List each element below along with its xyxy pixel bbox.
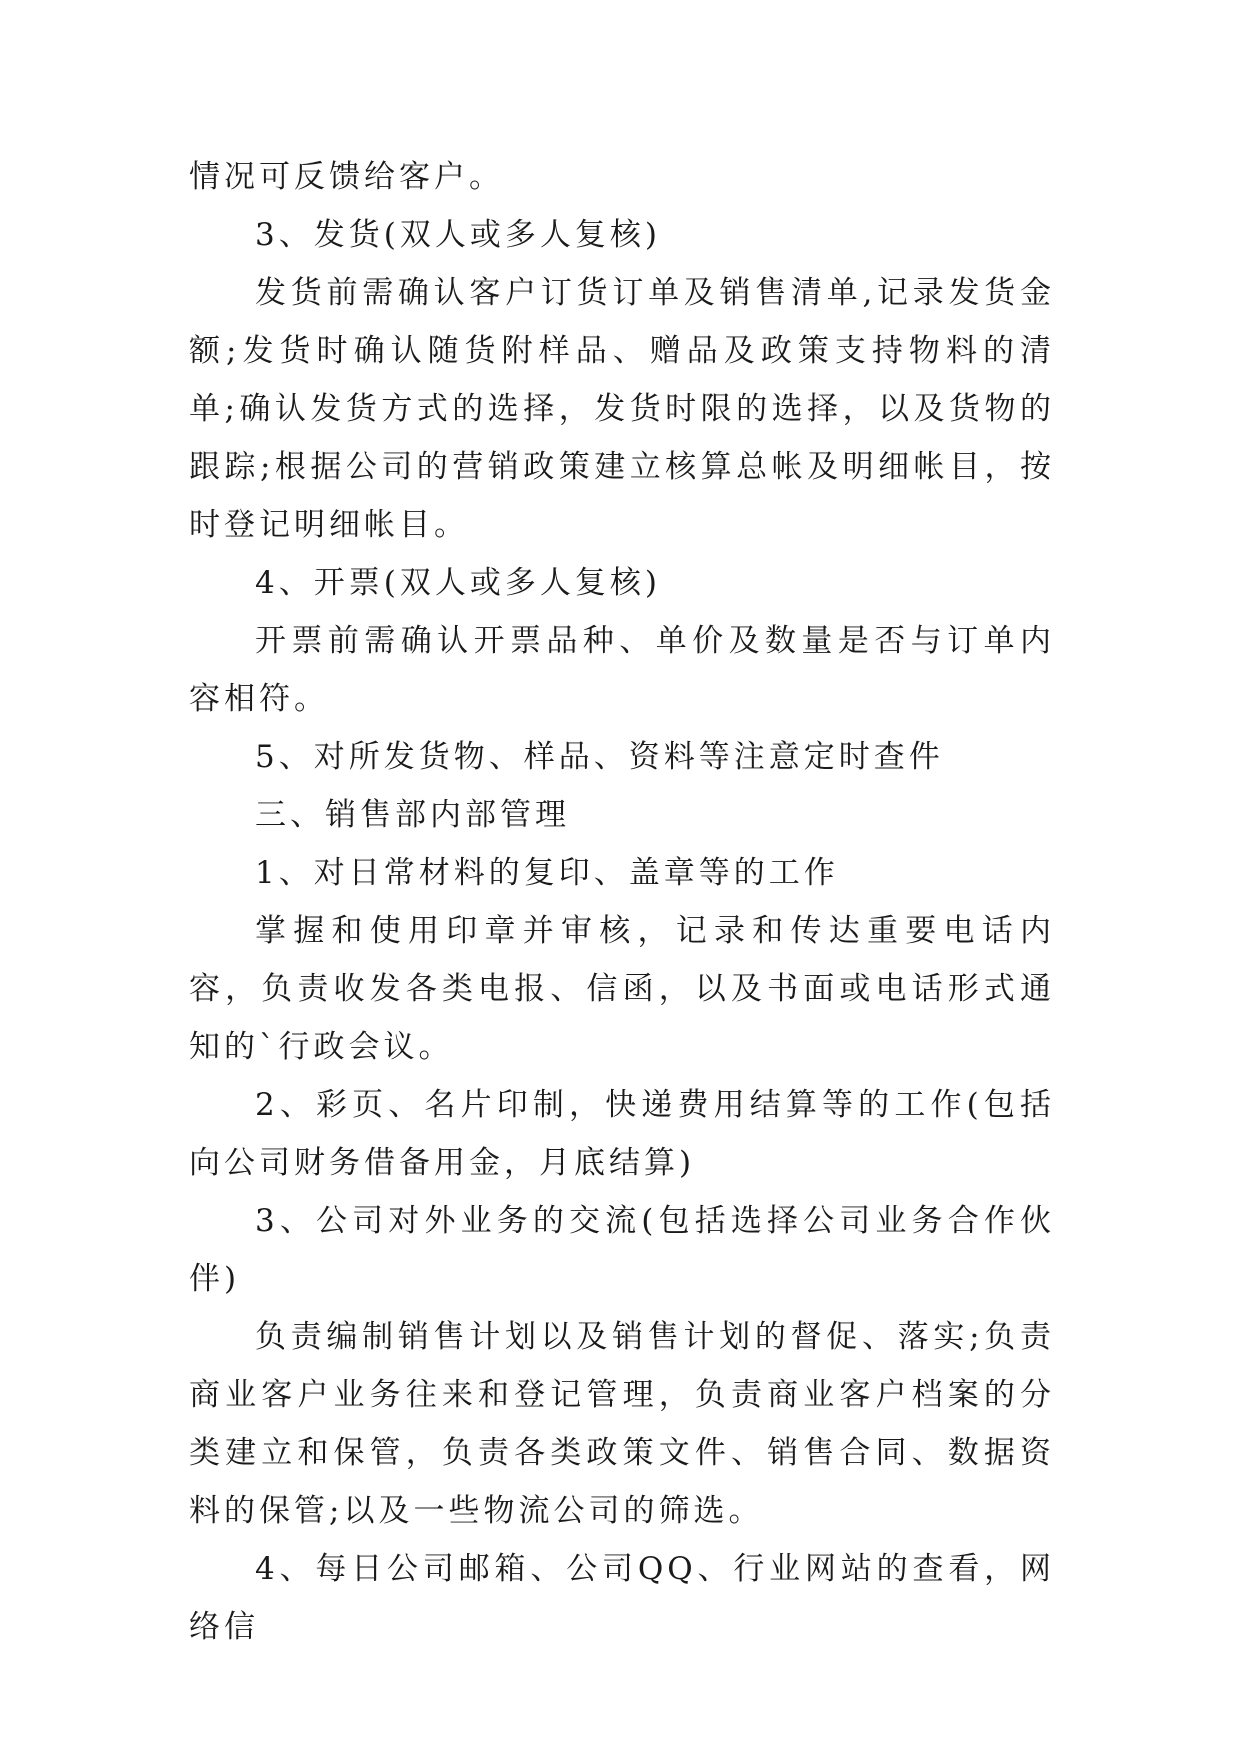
paragraph-heading-email: 4、每日公司邮箱、公司QQ、行业网站的查看，网络信 — [189, 1551, 1055, 1645]
paragraph: 情况可反馈给客户。 — [189, 159, 504, 195]
paragraph-heading-tracking: 5、对所发货物、样品、资料等注意定时查件 — [255, 739, 944, 775]
paragraph: 发货前需确认客户订货订单及销售清单,记录发货金额;发货时确认随货附样品、赠品及政策支持物料的清单;确认发货方式的选择，发货时限的选择，以及货物的跟踪;根据公司的营销政策建立核算总帐及明细帐目，按时登记明细帐目。 — [189, 275, 1055, 543]
paragraph-heading-printing: 2、彩页、名片印制，快递费用结算等的工作(包括向公司财务借备用金，月底结算) — [189, 1087, 1055, 1181]
section-heading-internal-management: 三、销售部内部管理 — [255, 797, 570, 833]
paragraph-heading-copying: 1、对日常材料的复印、盖章等的工作 — [255, 855, 839, 891]
paragraph: 负责编制销售计划以及销售计划的督促、落实;负责商业客户业务往来和登记管理，负责商业客户档案的分类建立和保管，负责各类政策文件、销售合同、数据资料的保管;以及一些物流公司的筛选。 — [189, 1319, 1055, 1529]
paragraph-heading-invoice: 4、开票(双人或多人复核) — [255, 565, 661, 601]
paragraph: 开票前需确认开票品种、单价及数量是否与订单内容相符。 — [189, 623, 1055, 717]
document-body — [189, 148, 1055, 1656]
paragraph-heading-external: 3、公司对外业务的交流(包括选择公司业务合作伙伴) — [189, 1203, 1055, 1297]
paragraph: 掌握和使用印章并审核，记录和传达重要电话内容，负责收发各类电报、信函，以及书面或电话形式通知的`行政会议。 — [189, 913, 1055, 1065]
paragraph-heading-delivery: 3、发货(双人或多人复核) — [255, 217, 661, 253]
